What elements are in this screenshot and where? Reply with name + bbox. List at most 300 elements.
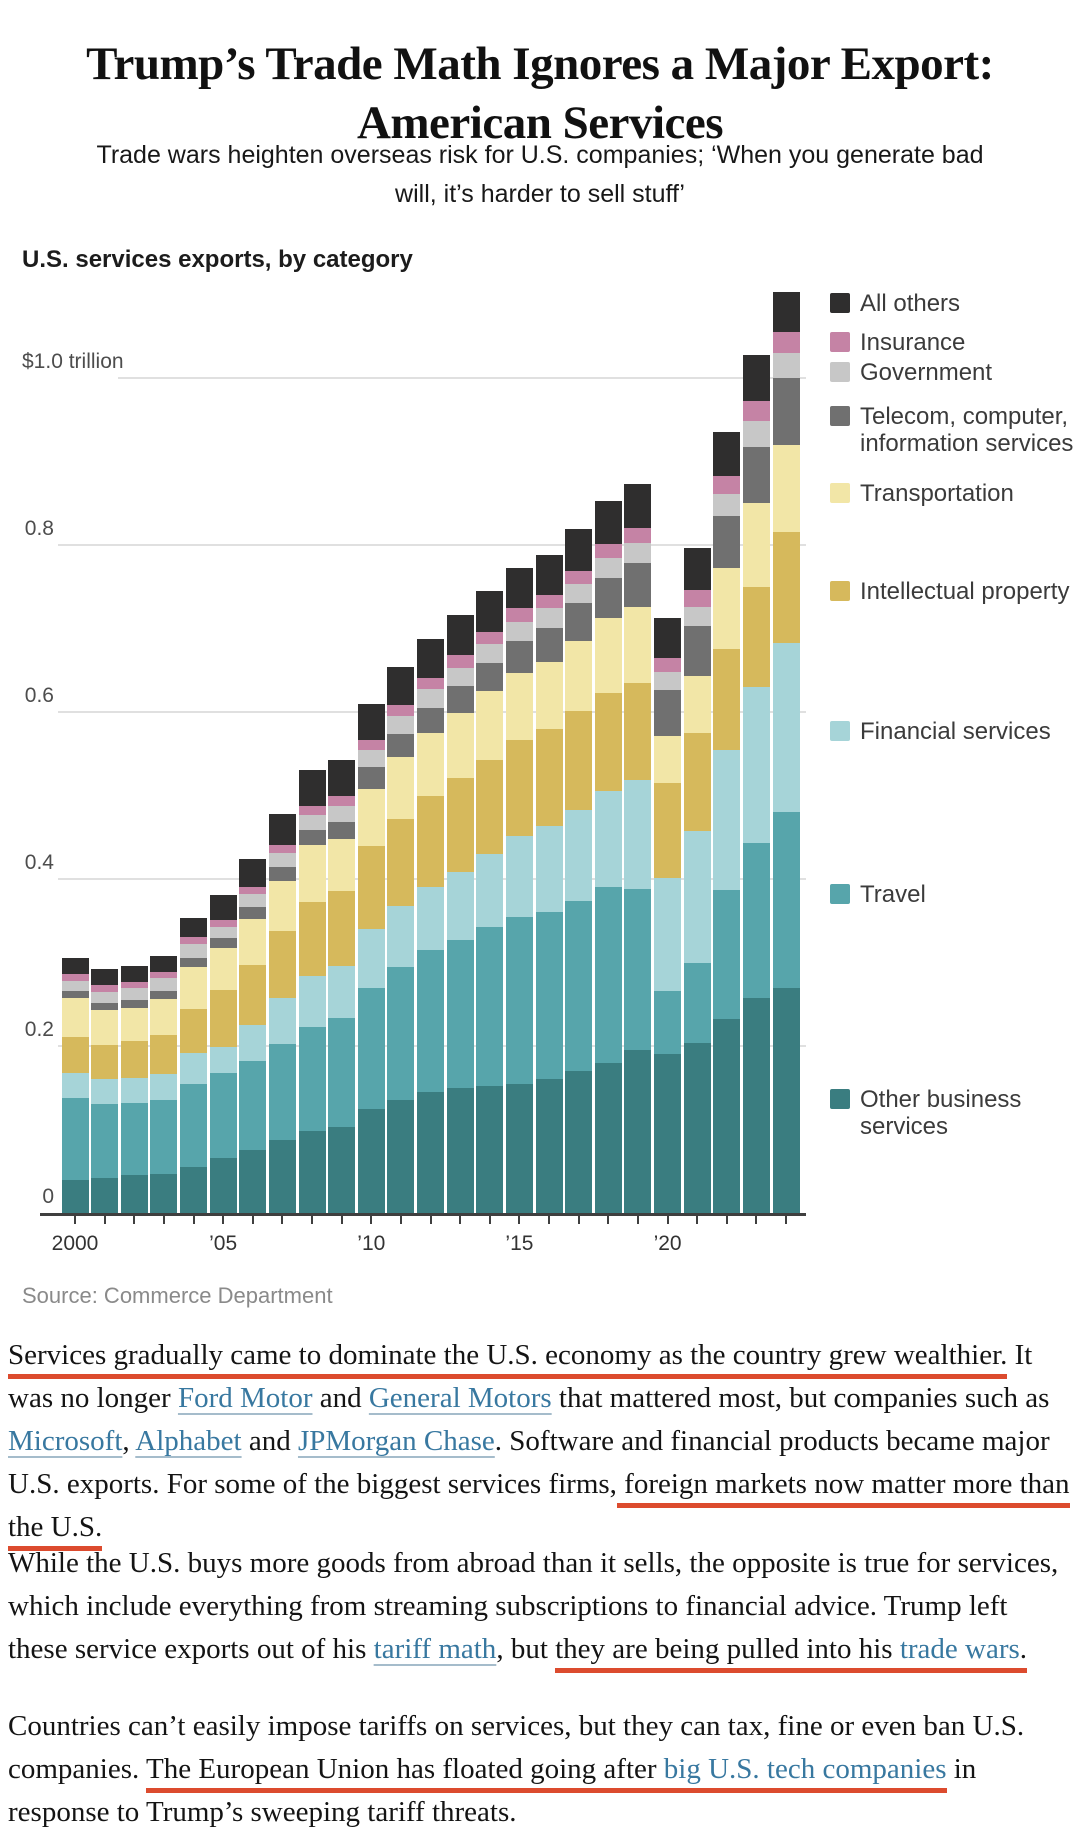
segment-other-business-services — [713, 1019, 740, 1213]
segment-other-business-services — [447, 1088, 474, 1213]
segment-all-others — [654, 618, 681, 658]
segment-all-others — [476, 591, 503, 632]
segment-financial-services — [239, 1025, 266, 1061]
body-text: and — [241, 1425, 298, 1457]
segment-government — [387, 716, 414, 734]
segment-travel — [447, 940, 474, 1088]
x-tick — [637, 1216, 639, 1224]
x-axis-label: ’20 — [653, 1232, 682, 1255]
segment-intellectual-property — [476, 760, 503, 854]
segment-financial-services — [654, 878, 681, 991]
segment-transportation — [210, 948, 237, 990]
segment-financial-services — [328, 966, 355, 1019]
stacked-bar-2004 — [180, 918, 207, 1213]
segment-travel — [387, 967, 414, 1101]
inline-link[interactable]: tariff math — [373, 1633, 497, 1665]
segment-travel — [536, 912, 563, 1080]
segment-insurance — [269, 845, 296, 853]
stacked-bar-2016 — [536, 555, 563, 1213]
segment-intellectual-property — [180, 1009, 207, 1052]
segment-telecom-computer-information-services — [121, 1000, 148, 1008]
segment-intellectual-property — [328, 891, 355, 966]
segment-telecom-computer-information-services — [476, 663, 503, 691]
segment-intellectual-property — [595, 693, 622, 791]
segment-transportation — [239, 919, 266, 965]
segment-telecom-computer-information-services — [654, 690, 681, 736]
segment-transportation — [62, 998, 89, 1036]
stacked-bar-2022 — [713, 432, 740, 1213]
legend-swatch-icon — [830, 406, 850, 426]
segment-financial-services — [91, 1079, 118, 1103]
segment-financial-services — [684, 831, 711, 963]
x-tick — [193, 1216, 195, 1224]
segment-other-business-services — [180, 1167, 207, 1213]
segment-travel — [269, 1044, 296, 1140]
segment-government — [150, 978, 177, 991]
segment-other-business-services — [358, 1109, 385, 1213]
x-axis-label: ’10 — [357, 1232, 386, 1255]
x-tick — [400, 1216, 402, 1224]
segment-financial-services — [180, 1053, 207, 1084]
segment-insurance — [773, 332, 800, 353]
segment-financial-services — [536, 826, 563, 911]
segment-intellectual-property — [269, 931, 296, 998]
segment-travel — [773, 812, 800, 988]
x-tick — [667, 1216, 669, 1224]
legend-label: Financial services — [860, 718, 1051, 745]
red-underlined-text: they are being pulled into his — [555, 1633, 900, 1673]
segment-all-others — [299, 770, 326, 805]
segment-travel — [150, 1100, 177, 1173]
segment-government — [624, 543, 651, 562]
segment-transportation — [447, 713, 474, 778]
stacked-bar-2009 — [328, 760, 355, 1213]
stacked-bar-2013 — [447, 615, 474, 1213]
segment-other-business-services — [210, 1158, 237, 1213]
segment-financial-services — [595, 791, 622, 888]
x-tick — [311, 1216, 313, 1224]
stacked-bar-2008 — [299, 770, 326, 1213]
segment-government — [210, 927, 237, 939]
segment-insurance — [743, 401, 770, 421]
segment-government — [684, 607, 711, 626]
segment-intellectual-property — [121, 1041, 148, 1078]
segment-transportation — [180, 967, 207, 1010]
stacked-bar-2002 — [121, 966, 148, 1213]
segment-intellectual-property — [624, 683, 651, 781]
segment-government — [328, 806, 355, 822]
stacked-bar-2007 — [269, 814, 296, 1213]
segment-insurance — [91, 985, 118, 992]
segment-travel — [506, 917, 533, 1083]
segment-government — [239, 894, 266, 907]
segment-other-business-services — [91, 1178, 118, 1213]
segment-financial-services — [773, 643, 800, 813]
stacked-bar-2006 — [239, 859, 266, 1213]
legend-label: Other business services — [860, 1086, 1022, 1140]
segment-insurance — [62, 974, 89, 981]
segment-transportation — [387, 757, 414, 819]
segment-telecom-computer-information-services — [536, 628, 563, 662]
segment-insurance — [506, 608, 533, 621]
inline-link[interactable]: Ford Motor — [177, 1382, 313, 1414]
segment-other-business-services — [299, 1131, 326, 1213]
segment-financial-services — [506, 836, 533, 917]
segment-telecom-computer-information-services — [743, 447, 770, 503]
segment-financial-services — [358, 929, 385, 987]
segment-intellectual-property — [239, 965, 266, 1025]
segment-travel — [299, 1027, 326, 1131]
y-gridline — [58, 544, 806, 546]
stacked-bar-2014 — [476, 591, 503, 1213]
stacked-bar-2023 — [743, 355, 770, 1213]
inline-link[interactable]: Microsoft — [8, 1425, 123, 1457]
segment-government — [506, 622, 533, 641]
segment-financial-services — [121, 1078, 148, 1103]
segment-transportation — [743, 503, 770, 587]
segment-telecom-computer-information-services — [506, 641, 533, 673]
stacked-bar-2011 — [387, 667, 414, 1213]
segment-government — [269, 853, 296, 867]
segment-insurance — [210, 920, 237, 927]
stacked-bar-2020 — [654, 618, 681, 1213]
segment-transportation — [713, 568, 740, 648]
segment-other-business-services — [387, 1100, 414, 1213]
segment-all-others — [743, 355, 770, 400]
segment-all-others — [180, 918, 207, 936]
body-paragraph — [8, 1705, 1072, 1828]
segment-insurance — [447, 655, 474, 668]
segment-insurance — [654, 658, 681, 672]
segment-travel — [654, 991, 681, 1054]
segment-insurance — [536, 595, 563, 608]
segment-all-others — [387, 667, 414, 705]
segment-other-business-services — [150, 1174, 177, 1213]
segment-insurance — [476, 632, 503, 645]
segment-telecom-computer-information-services — [684, 626, 711, 676]
segment-travel — [239, 1061, 266, 1150]
stacked-bar-2017 — [565, 529, 592, 1213]
x-tick — [785, 1216, 787, 1224]
inline-link[interactable]: JPMorgan Chase — [297, 1425, 495, 1457]
x-tick — [222, 1216, 224, 1224]
segment-travel — [210, 1073, 237, 1158]
segment-financial-services — [565, 810, 592, 901]
legend-swatch-icon — [830, 884, 850, 904]
segment-telecom-computer-information-services — [180, 958, 207, 967]
segment-other-business-services — [476, 1086, 503, 1213]
body-text: in response to Trump’s sweeping tariff threats. — [8, 1753, 977, 1828]
segment-all-others — [121, 966, 148, 982]
segment-insurance — [684, 590, 711, 607]
y-axis-label: 0 — [42, 1185, 54, 1208]
segment-insurance — [121, 982, 148, 989]
y-gridline — [118, 377, 806, 379]
body-text: , but — [496, 1633, 556, 1665]
segment-financial-services — [743, 687, 770, 843]
segment-transportation — [506, 673, 533, 741]
inline-link[interactable]: trade wars — [900, 1633, 1020, 1673]
body-text: . Software and financial products became major U.S. exports. For some of the biggest services firms, — [8, 1425, 1050, 1500]
x-tick — [459, 1216, 461, 1224]
segment-telecom-computer-information-services — [299, 830, 326, 845]
segment-insurance — [239, 887, 266, 895]
segment-all-others — [565, 529, 592, 571]
segment-telecom-computer-information-services — [417, 708, 444, 733]
segment-insurance — [180, 937, 207, 945]
stacked-bar-2018 — [595, 501, 622, 1213]
legend-swatch-icon — [830, 332, 850, 352]
stacked-bar-2010 — [358, 704, 385, 1213]
legend-label: Government — [860, 359, 993, 386]
legend-swatch-icon — [830, 483, 850, 503]
segment-intellectual-property — [654, 783, 681, 878]
segment-government — [447, 668, 474, 686]
segment-government — [536, 608, 563, 627]
segment-insurance — [299, 806, 326, 815]
segment-government — [654, 672, 681, 690]
segment-intellectual-property — [447, 778, 474, 872]
body-text: It was no longer — [8, 1339, 1033, 1414]
red-underlined-text: foreign markets now matter more than the U.S. — [8, 1468, 1070, 1551]
segment-other-business-services — [269, 1140, 296, 1213]
segment-all-others — [417, 639, 444, 678]
segment-travel — [91, 1104, 118, 1178]
stacked-bar-2024 — [773, 292, 800, 1213]
segment-insurance — [713, 476, 740, 494]
segment-other-business-services — [684, 1043, 711, 1213]
segment-all-others — [447, 615, 474, 655]
segment-all-others — [91, 969, 118, 985]
segment-intellectual-property — [387, 819, 414, 906]
article-headline: Trump’s Trade Math Ignores a Major Export: American Services — [86, 38, 994, 150]
legend-swatch-icon — [830, 362, 850, 382]
x-axis-label: 2000 — [51, 1232, 99, 1255]
x-tick — [341, 1216, 343, 1224]
segment-government — [180, 944, 207, 957]
body-text: While the U.S. buys more goods from abroad than it sells, the opposite is true for services, which include everything from streaming subscriptions to financial advice. Trump left these service exports out of his — [8, 1547, 1059, 1665]
y-axis-label: 0.8 — [24, 517, 54, 540]
red-underlined-text: The European Union has floated going after — [146, 1753, 664, 1793]
segment-all-others — [150, 956, 177, 972]
legend-label: Insurance — [860, 329, 966, 356]
body-text: that mattered most, but companies such as — [551, 1382, 1050, 1414]
segment-other-business-services — [121, 1175, 148, 1213]
segment-other-business-services — [595, 1063, 622, 1213]
segment-all-others — [358, 704, 385, 741]
segment-travel — [358, 988, 385, 1109]
segment-financial-services — [299, 976, 326, 1027]
segment-insurance — [565, 571, 592, 584]
segment-all-others — [624, 484, 651, 528]
x-tick — [163, 1216, 165, 1224]
segment-transportation — [654, 736, 681, 783]
segment-government — [62, 981, 89, 991]
segment-telecom-computer-information-services — [239, 907, 266, 919]
segment-government — [743, 421, 770, 448]
segment-government — [417, 689, 444, 707]
segment-intellectual-property — [536, 729, 563, 827]
segment-transportation — [773, 445, 800, 532]
segment-travel — [417, 950, 444, 1092]
segment-insurance — [150, 972, 177, 979]
segment-telecom-computer-information-services — [91, 1003, 118, 1011]
x-tick — [252, 1216, 254, 1224]
segment-other-business-services — [743, 998, 770, 1213]
x-axis-label: ’15 — [505, 1232, 534, 1255]
segment-intellectual-property — [565, 711, 592, 810]
segment-government — [121, 988, 148, 1000]
segment-all-others — [595, 501, 622, 544]
segment-travel — [180, 1084, 207, 1168]
segment-government — [773, 353, 800, 378]
segment-intellectual-property — [150, 1035, 177, 1073]
stacked-bar-2005 — [210, 895, 237, 1213]
inline-link[interactable]: Alphabet — [135, 1425, 242, 1457]
x-tick — [548, 1216, 550, 1224]
segment-transportation — [476, 691, 503, 759]
segment-travel — [565, 901, 592, 1071]
segment-travel — [328, 1018, 355, 1127]
segment-other-business-services — [328, 1127, 355, 1213]
segment-financial-services — [417, 887, 444, 950]
segment-travel — [743, 843, 770, 998]
segment-transportation — [150, 999, 177, 1035]
segment-telecom-computer-information-services — [387, 734, 414, 757]
segment-telecom-computer-information-services — [328, 822, 355, 839]
segment-transportation — [121, 1008, 148, 1041]
x-tick — [430, 1216, 432, 1224]
segment-financial-services — [476, 854, 503, 927]
segment-other-business-services — [654, 1054, 681, 1213]
segment-all-others — [773, 292, 800, 332]
stacked-bar-2003 — [150, 956, 177, 1213]
segment-intellectual-property — [684, 733, 711, 831]
y-axis-label: $1.0 trillion — [22, 350, 124, 373]
x-tick — [74, 1216, 76, 1224]
x-tick — [696, 1216, 698, 1224]
segment-financial-services — [150, 1074, 177, 1101]
segment-financial-services — [387, 906, 414, 967]
segment-financial-services — [62, 1073, 89, 1098]
segment-telecom-computer-information-services — [713, 516, 740, 569]
segment-travel — [595, 887, 622, 1062]
segment-all-others — [328, 760, 355, 797]
segment-financial-services — [269, 998, 296, 1045]
chart-title: U.S. services exports, by category — [22, 246, 413, 273]
x-tick — [370, 1216, 372, 1224]
segment-financial-services — [713, 750, 740, 890]
x-axis-label: ’05 — [209, 1232, 238, 1255]
legend-label: Transportation — [860, 480, 1014, 507]
x-tick — [607, 1216, 609, 1224]
segment-transportation — [565, 641, 592, 711]
x-tick — [489, 1216, 491, 1224]
segment-government — [358, 750, 385, 767]
segment-transportation — [299, 845, 326, 902]
segment-financial-services — [624, 780, 651, 889]
segment-telecom-computer-information-services — [773, 378, 800, 445]
segment-telecom-computer-information-services — [447, 686, 474, 713]
y-axis-label: 0.6 — [24, 684, 54, 707]
segment-financial-services — [447, 872, 474, 940]
segment-intellectual-property — [62, 1037, 89, 1073]
stacked-bar-2000 — [62, 957, 89, 1213]
y-axis-label: 0.2 — [24, 1018, 54, 1041]
segment-telecom-computer-information-services — [595, 578, 622, 619]
stacked-bar-2015 — [506, 568, 533, 1213]
legend-swatch-icon — [830, 293, 850, 313]
segment-all-others — [536, 555, 563, 595]
segment-government — [713, 494, 740, 516]
segment-insurance — [595, 544, 622, 558]
stacked-bar-2012 — [417, 639, 444, 1213]
segment-other-business-services — [417, 1092, 444, 1213]
inline-link[interactable]: General Motors — [368, 1382, 552, 1414]
segment-telecom-computer-information-services — [210, 938, 237, 948]
segment-travel — [121, 1103, 148, 1176]
segment-intellectual-property — [91, 1045, 118, 1079]
legend-swatch-icon — [830, 581, 850, 601]
segment-all-others — [506, 568, 533, 608]
segment-all-others — [62, 958, 89, 975]
segment-intellectual-property — [417, 796, 444, 886]
segment-transportation — [624, 607, 651, 683]
x-tick — [104, 1216, 106, 1224]
legend-label: Intellectual property — [860, 578, 1070, 605]
segment-transportation — [684, 676, 711, 733]
x-tick — [755, 1216, 757, 1224]
legend-swatch-icon — [830, 721, 850, 741]
article-subheadline: Trade wars heighten overseas risk for U.S. companies; ‘When you generate bad will, it’s harder to sell stuff’ — [96, 141, 984, 208]
segment-transportation — [269, 881, 296, 931]
segment-travel — [62, 1098, 89, 1180]
segment-all-others — [239, 859, 266, 887]
inline-link[interactable]: big U.S. tech companies — [664, 1753, 947, 1793]
body-text: and — [312, 1382, 369, 1414]
segment-other-business-services — [624, 1050, 651, 1213]
segment-transportation — [328, 839, 355, 891]
body-text: Countries can’t easily impose tariffs on services, but they can tax, fine or even ban U.S. companies. — [8, 1710, 1025, 1785]
segment-telecom-computer-information-services — [269, 867, 296, 880]
segment-telecom-computer-information-services — [358, 767, 385, 789]
stacked-bar-2001 — [91, 969, 118, 1213]
segment-intellectual-property — [713, 649, 740, 750]
x-tick — [518, 1216, 520, 1224]
segment-travel — [684, 963, 711, 1043]
segment-telecom-computer-information-services — [624, 563, 651, 607]
segment-telecom-computer-information-services — [565, 603, 592, 641]
segment-insurance — [417, 678, 444, 690]
segment-insurance — [624, 528, 651, 543]
segment-travel — [476, 927, 503, 1086]
segment-other-business-services — [506, 1084, 533, 1213]
segment-transportation — [358, 789, 385, 846]
body-paragraph — [8, 1334, 1072, 1549]
body-paragraph — [8, 1542, 1072, 1671]
segment-insurance — [358, 740, 385, 750]
segment-other-business-services — [62, 1180, 89, 1213]
segment-government — [476, 644, 503, 662]
segment-transportation — [417, 733, 444, 796]
segment-all-others — [713, 432, 740, 475]
legend-label: All others — [860, 290, 961, 317]
segment-intellectual-property — [210, 990, 237, 1047]
segment-intellectual-property — [358, 846, 385, 930]
segment-intellectual-property — [506, 740, 533, 836]
segment-other-business-services — [773, 988, 800, 1213]
segment-transportation — [595, 618, 622, 692]
